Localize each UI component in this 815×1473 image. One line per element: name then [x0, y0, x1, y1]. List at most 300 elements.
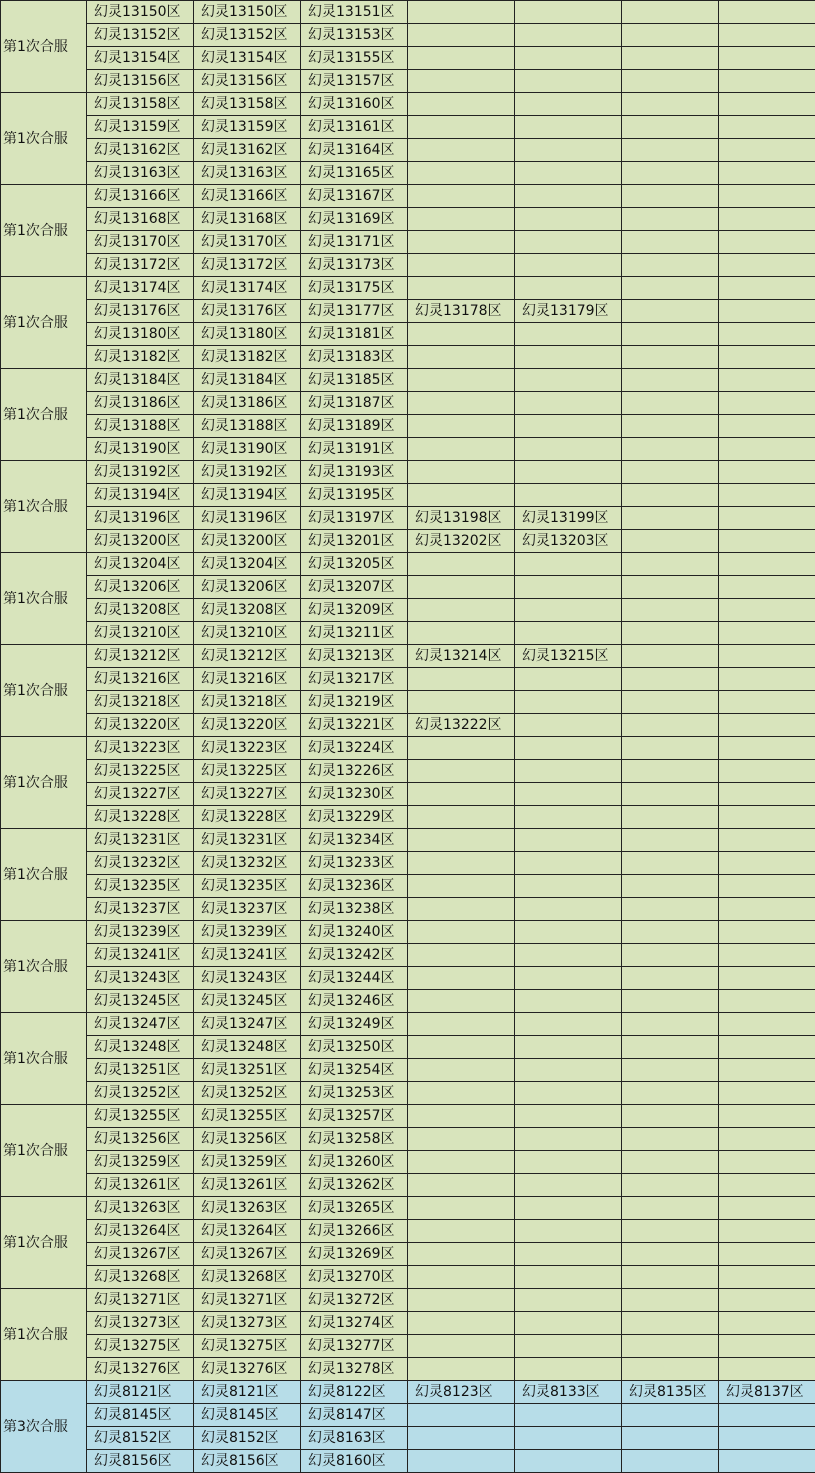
table-row [1, 346, 815, 369]
server-cell: 幻灵13267区 [194, 1243, 301, 1266]
server-cell: 幻灵13207区 [301, 576, 408, 599]
empty-cell [408, 576, 515, 599]
empty-cell [408, 668, 515, 691]
server-cell: 幻灵13190区 [87, 438, 194, 461]
empty-cell [408, 139, 515, 162]
server-cell: 幻灵13170区 [87, 231, 194, 254]
empty-cell [622, 254, 719, 277]
server-cell: 幻灵13267区 [87, 1243, 194, 1266]
server-cell: 幻灵13178区 [408, 300, 515, 323]
server-cell: 幻灵13163区 [194, 162, 301, 185]
empty-cell [719, 507, 815, 530]
table-row [1, 1243, 815, 1266]
empty-cell [719, 185, 815, 208]
server-cell: 幻灵13256区 [87, 1128, 194, 1151]
server-cell: 幻灵13253区 [301, 1082, 408, 1105]
server-cell: 幻灵13169区 [301, 208, 408, 231]
server-cell: 幻灵13190区 [194, 438, 301, 461]
empty-cell [719, 852, 815, 875]
empty-cell [719, 415, 815, 438]
server-cell: 幻灵13184区 [194, 369, 301, 392]
server-cell: 幻灵13162区 [194, 139, 301, 162]
empty-cell [515, 185, 622, 208]
server-cell: 幻灵13225区 [87, 760, 194, 783]
empty-cell [622, 1358, 719, 1381]
server-cell: 幻灵13262区 [301, 1174, 408, 1197]
empty-cell [515, 898, 622, 921]
empty-cell [719, 392, 815, 415]
empty-cell [515, 1289, 622, 1312]
server-cell: 幻灵13240区 [301, 921, 408, 944]
table-row [1, 668, 815, 691]
empty-cell [515, 944, 622, 967]
server-cell: 幻灵13258区 [301, 1128, 408, 1151]
empty-cell [408, 1059, 515, 1082]
merge-round-label: 第1次合服 [1, 93, 87, 185]
empty-cell [408, 70, 515, 93]
empty-cell [719, 300, 815, 323]
server-cell: 幻灵8135区 [622, 1381, 719, 1404]
empty-cell [408, 599, 515, 622]
empty-cell [719, 346, 815, 369]
empty-cell [719, 1151, 815, 1174]
server-cell: 幻灵13180区 [87, 323, 194, 346]
server-cell: 幻灵13161区 [301, 116, 408, 139]
empty-cell [719, 438, 815, 461]
table-row [1, 185, 815, 208]
table-row [1, 300, 815, 323]
table-row [1, 829, 815, 852]
empty-cell [515, 24, 622, 47]
table-row [1, 806, 815, 829]
table-row [1, 277, 815, 300]
empty-cell [622, 1, 719, 24]
table-row [1, 231, 815, 254]
empty-cell [622, 990, 719, 1013]
server-cell: 幻灵13242区 [301, 944, 408, 967]
empty-cell [408, 967, 515, 990]
empty-cell [622, 185, 719, 208]
empty-cell [719, 967, 815, 990]
server-cell: 幻灵13235区 [87, 875, 194, 898]
empty-cell [719, 323, 815, 346]
server-cell: 幻灵13206区 [87, 576, 194, 599]
empty-cell [622, 277, 719, 300]
server-cell: 幻灵13248区 [87, 1036, 194, 1059]
empty-cell [515, 1013, 622, 1036]
empty-cell [515, 1312, 622, 1335]
server-cell: 幻灵13179区 [515, 300, 622, 323]
server-cell: 幻灵13223区 [87, 737, 194, 760]
empty-cell [622, 484, 719, 507]
empty-cell [719, 1289, 815, 1312]
server-cell: 幻灵13172区 [87, 254, 194, 277]
server-cell: 幻灵13266区 [301, 1220, 408, 1243]
table-row [1, 990, 815, 1013]
server-cell: 幻灵13181区 [301, 323, 408, 346]
server-cell: 幻灵13236区 [301, 875, 408, 898]
empty-cell [515, 369, 622, 392]
empty-cell [515, 829, 622, 852]
server-cell: 幻灵13213区 [301, 645, 408, 668]
empty-cell [622, 1450, 719, 1473]
server-cell: 幻灵13254区 [301, 1059, 408, 1082]
empty-cell [408, 852, 515, 875]
server-cell: 幻灵13247区 [87, 1013, 194, 1036]
table-row [1, 1105, 815, 1128]
empty-cell [408, 162, 515, 185]
server-cell: 幻灵13200区 [87, 530, 194, 553]
empty-cell [719, 1036, 815, 1059]
empty-cell [408, 185, 515, 208]
empty-cell [408, 1197, 515, 1220]
table-row [1, 1220, 815, 1243]
server-cell: 幻灵13159区 [87, 116, 194, 139]
empty-cell [515, 921, 622, 944]
server-cell: 幻灵13241区 [194, 944, 301, 967]
table-row [1, 760, 815, 783]
empty-cell [622, 852, 719, 875]
server-cell: 幻灵13206区 [194, 576, 301, 599]
table-row [1, 1404, 815, 1427]
empty-cell [408, 1358, 515, 1381]
table-row [1, 691, 815, 714]
server-cell: 幻灵13218区 [87, 691, 194, 714]
server-cell: 幻灵8145区 [87, 1404, 194, 1427]
table-row [1, 1128, 815, 1151]
empty-cell [719, 1312, 815, 1335]
server-cell: 幻灵13278区 [301, 1358, 408, 1381]
table-row [1, 1082, 815, 1105]
empty-cell [719, 93, 815, 116]
server-cell: 幻灵13232区 [87, 852, 194, 875]
empty-cell [515, 323, 622, 346]
empty-cell [408, 415, 515, 438]
server-cell: 幻灵13252区 [87, 1082, 194, 1105]
table-row [1, 1, 815, 24]
empty-cell [515, 139, 622, 162]
empty-cell [622, 691, 719, 714]
empty-cell [515, 737, 622, 760]
server-cell: 幻灵8133区 [515, 1381, 622, 1404]
server-cell: 幻灵13210区 [194, 622, 301, 645]
empty-cell [719, 1105, 815, 1128]
server-cell: 幻灵13216区 [194, 668, 301, 691]
empty-cell [719, 1, 815, 24]
empty-cell [622, 507, 719, 530]
server-cell: 幻灵13172区 [194, 254, 301, 277]
server-cell: 幻灵13174区 [87, 277, 194, 300]
table-row [1, 967, 815, 990]
table-row [1, 208, 815, 231]
empty-cell [719, 208, 815, 231]
empty-cell [622, 622, 719, 645]
empty-cell [719, 760, 815, 783]
empty-cell [622, 760, 719, 783]
server-cell: 幻灵13269区 [301, 1243, 408, 1266]
server-cell: 幻灵13277区 [301, 1335, 408, 1358]
empty-cell [622, 553, 719, 576]
empty-cell [515, 162, 622, 185]
empty-cell [408, 1404, 515, 1427]
server-cell: 幻灵13241区 [87, 944, 194, 967]
empty-cell [408, 208, 515, 231]
server-cell: 幻灵13276区 [87, 1358, 194, 1381]
empty-cell [719, 1404, 815, 1427]
empty-cell [408, 231, 515, 254]
empty-cell [719, 484, 815, 507]
server-cell: 幻灵13265区 [301, 1197, 408, 1220]
table-row [1, 1381, 815, 1404]
server-cell: 幻灵13168区 [194, 208, 301, 231]
table-row [1, 714, 815, 737]
server-cell: 幻灵13204区 [87, 553, 194, 576]
server-cell: 幻灵13150区 [87, 1, 194, 24]
server-cell: 幻灵13166区 [194, 185, 301, 208]
table-row [1, 553, 815, 576]
table-row [1, 898, 815, 921]
server-cell: 幻灵13238区 [301, 898, 408, 921]
server-cell: 幻灵13237区 [87, 898, 194, 921]
empty-cell [719, 116, 815, 139]
empty-cell [622, 70, 719, 93]
empty-cell [622, 967, 719, 990]
empty-cell [408, 921, 515, 944]
table-row [1, 93, 815, 116]
empty-cell [515, 875, 622, 898]
table-row [1, 599, 815, 622]
empty-cell [719, 714, 815, 737]
server-cell: 幻灵13216区 [87, 668, 194, 691]
server-cell: 幻灵13156区 [87, 70, 194, 93]
empty-cell [622, 1404, 719, 1427]
server-cell: 幻灵13220区 [194, 714, 301, 737]
merge-round-label: 第1次合服 [1, 1, 87, 93]
server-cell: 幻灵13192区 [87, 461, 194, 484]
table-row [1, 530, 815, 553]
server-cell: 幻灵13210区 [87, 622, 194, 645]
empty-cell [622, 1312, 719, 1335]
server-cell: 幻灵13187区 [301, 392, 408, 415]
server-cell: 幻灵13234区 [301, 829, 408, 852]
server-cell: 幻灵13268区 [194, 1266, 301, 1289]
server-cell: 幻灵13173区 [301, 254, 408, 277]
empty-cell [622, 1128, 719, 1151]
server-cell: 幻灵13226区 [301, 760, 408, 783]
merge-round-label: 第1次合服 [1, 645, 87, 737]
empty-cell [719, 277, 815, 300]
server-cell: 幻灵13272区 [301, 1289, 408, 1312]
empty-cell [408, 277, 515, 300]
empty-cell [622, 231, 719, 254]
server-cell: 幻灵13276区 [194, 1358, 301, 1381]
server-cell: 幻灵13228区 [194, 806, 301, 829]
server-cell: 幻灵13159区 [194, 116, 301, 139]
server-cell: 幻灵13239区 [194, 921, 301, 944]
empty-cell [622, 898, 719, 921]
empty-cell [408, 461, 515, 484]
empty-cell [622, 1105, 719, 1128]
merge-round-label: 第1次合服 [1, 737, 87, 829]
server-cell: 幻灵13243区 [194, 967, 301, 990]
empty-cell [408, 1013, 515, 1036]
empty-cell [408, 24, 515, 47]
empty-cell [719, 1059, 815, 1082]
server-cell: 幻灵13202区 [408, 530, 515, 553]
empty-cell [622, 829, 719, 852]
empty-cell [719, 622, 815, 645]
empty-cell [622, 1427, 719, 1450]
server-cell: 幻灵13222区 [408, 714, 515, 737]
server-cell: 幻灵13237区 [194, 898, 301, 921]
server-cell: 幻灵13224区 [301, 737, 408, 760]
server-cell: 幻灵13196区 [87, 507, 194, 530]
server-cell: 幻灵13274区 [301, 1312, 408, 1335]
server-cell: 幻灵13214区 [408, 645, 515, 668]
server-cell: 幻灵13256区 [194, 1128, 301, 1151]
server-cell: 幻灵13271区 [87, 1289, 194, 1312]
empty-cell [515, 990, 622, 1013]
empty-cell [719, 829, 815, 852]
empty-cell [719, 1266, 815, 1289]
empty-cell [622, 415, 719, 438]
server-cell: 幻灵8156区 [194, 1450, 301, 1473]
empty-cell [622, 1266, 719, 1289]
merge-round-label: 第1次合服 [1, 185, 87, 277]
empty-cell [408, 737, 515, 760]
empty-cell [719, 668, 815, 691]
empty-cell [622, 944, 719, 967]
empty-cell [408, 1312, 515, 1335]
server-cell: 幻灵13160区 [301, 93, 408, 116]
table-row [1, 852, 815, 875]
server-cell: 幻灵13229区 [301, 806, 408, 829]
empty-cell [515, 461, 622, 484]
server-cell: 幻灵13184区 [87, 369, 194, 392]
empty-cell [622, 346, 719, 369]
server-cell: 幻灵13177区 [301, 300, 408, 323]
server-cell: 幻灵13162区 [87, 139, 194, 162]
table-row [1, 484, 815, 507]
empty-cell [719, 806, 815, 829]
server-cell: 幻灵13150区 [194, 1, 301, 24]
empty-cell [622, 921, 719, 944]
empty-cell [408, 254, 515, 277]
empty-cell [408, 1243, 515, 1266]
server-cell: 幻灵13228区 [87, 806, 194, 829]
empty-cell [408, 990, 515, 1013]
empty-cell [408, 346, 515, 369]
server-cell: 幻灵13220区 [87, 714, 194, 737]
empty-cell [622, 1197, 719, 1220]
empty-cell [515, 691, 622, 714]
empty-cell [408, 1450, 515, 1473]
empty-cell [622, 645, 719, 668]
empty-cell [622, 1243, 719, 1266]
table-row [1, 1289, 815, 1312]
empty-cell [408, 622, 515, 645]
server-cell: 幻灵13233区 [301, 852, 408, 875]
table-row [1, 737, 815, 760]
server-cell: 幻灵13231区 [194, 829, 301, 852]
table-row [1, 921, 815, 944]
empty-cell [622, 668, 719, 691]
merge-round-label: 第3次合服 [1, 1381, 87, 1473]
server-cell: 幻灵13235区 [194, 875, 301, 898]
empty-cell [622, 162, 719, 185]
server-cell: 幻灵13174区 [194, 277, 301, 300]
server-cell: 幻灵13182区 [194, 346, 301, 369]
empty-cell [515, 852, 622, 875]
empty-cell [408, 93, 515, 116]
server-cell: 幻灵13209区 [301, 599, 408, 622]
server-cell: 幻灵13215区 [515, 645, 622, 668]
empty-cell [515, 1427, 622, 1450]
empty-cell [622, 1335, 719, 1358]
empty-cell [408, 438, 515, 461]
empty-cell [622, 392, 719, 415]
table-row [1, 139, 815, 162]
empty-cell [622, 1220, 719, 1243]
server-cell: 幻灵13185区 [301, 369, 408, 392]
empty-cell [719, 921, 815, 944]
server-cell: 幻灵13252区 [194, 1082, 301, 1105]
empty-cell [622, 323, 719, 346]
server-cell: 幻灵13264区 [194, 1220, 301, 1243]
server-cell: 幻灵13201区 [301, 530, 408, 553]
empty-cell [719, 530, 815, 553]
server-cell: 幻灵13194区 [194, 484, 301, 507]
server-cell: 幻灵13260区 [301, 1151, 408, 1174]
empty-cell [719, 1427, 815, 1450]
server-cell: 幻灵13251区 [194, 1059, 301, 1082]
empty-cell [719, 1082, 815, 1105]
empty-cell [408, 783, 515, 806]
server-cell: 幻灵13245区 [194, 990, 301, 1013]
empty-cell [622, 300, 719, 323]
empty-cell [515, 277, 622, 300]
server-cell: 幻灵13176区 [87, 300, 194, 323]
server-cell: 幻灵13204区 [194, 553, 301, 576]
server-cell: 幻灵13154区 [87, 47, 194, 70]
empty-cell [622, 714, 719, 737]
empty-cell [408, 875, 515, 898]
server-cell: 幻灵13182区 [87, 346, 194, 369]
empty-cell [408, 1266, 515, 1289]
empty-cell [408, 553, 515, 576]
empty-cell [515, 967, 622, 990]
server-cell: 幻灵13219区 [301, 691, 408, 714]
empty-cell [515, 1174, 622, 1197]
server-cell: 幻灵13158区 [194, 93, 301, 116]
table-row [1, 622, 815, 645]
empty-cell [515, 208, 622, 231]
server-cell: 幻灵13231区 [87, 829, 194, 852]
empty-cell [622, 875, 719, 898]
server-cell: 幻灵13196区 [194, 507, 301, 530]
server-cell: 幻灵8137区 [719, 1381, 815, 1404]
server-cell: 幻灵13275区 [87, 1335, 194, 1358]
table-row [1, 507, 815, 530]
server-cell: 幻灵13193区 [301, 461, 408, 484]
server-cell: 幻灵13155区 [301, 47, 408, 70]
table-row [1, 1151, 815, 1174]
server-cell: 幻灵13247区 [194, 1013, 301, 1036]
empty-cell [515, 438, 622, 461]
table-row [1, 392, 815, 415]
empty-cell [515, 622, 622, 645]
server-cell: 幻灵8152区 [194, 1427, 301, 1450]
